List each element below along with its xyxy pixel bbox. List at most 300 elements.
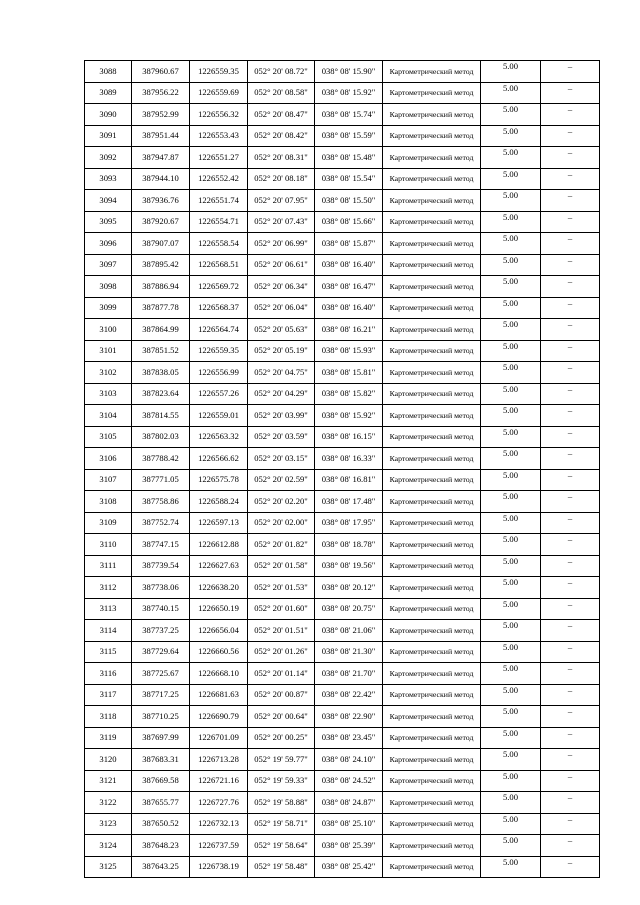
- method-cell: Картометрический метод: [383, 641, 481, 663]
- precision-cell: 5.00: [481, 405, 541, 427]
- point-number-cell: 3102: [85, 362, 132, 384]
- y-coordinate-cell: 1226559.35: [190, 340, 248, 362]
- longitude-cell: 038° 08' 25.42": [315, 856, 383, 878]
- method-cell: Картометрический метод: [383, 319, 481, 341]
- table-row: [85, 362, 600, 384]
- description-cell: –: [541, 835, 600, 857]
- latitude-cell: 052° 20' 08.42": [248, 125, 315, 147]
- precision-cell: 5.00: [481, 190, 541, 212]
- method-cell: Картометрический метод: [383, 577, 481, 599]
- longitude-cell: 038° 08' 22.90": [315, 706, 383, 728]
- precision-cell: 5.00: [481, 125, 541, 147]
- precision-cell: 5.00: [481, 620, 541, 642]
- longitude-cell: 038° 08' 15.54": [315, 168, 383, 190]
- method-cell: Картометрический метод: [383, 749, 481, 771]
- table-row: [85, 792, 600, 814]
- precision-cell: 5.00: [481, 340, 541, 362]
- x-coordinate-cell: 387683.31: [132, 749, 190, 771]
- table-row: [85, 770, 600, 792]
- point-number-cell: 3107: [85, 469, 132, 491]
- description-cell: –: [541, 147, 600, 169]
- y-coordinate-cell: 1226566.62: [190, 448, 248, 470]
- description-cell: –: [541, 749, 600, 771]
- latitude-cell: 052° 20' 02.00": [248, 512, 315, 534]
- table-row: [85, 168, 600, 190]
- method-cell: Картометрический метод: [383, 104, 481, 126]
- x-coordinate-cell: 387643.25: [132, 856, 190, 878]
- point-number-cell: 3121: [85, 770, 132, 792]
- precision-cell: 5.00: [481, 147, 541, 169]
- y-coordinate-cell: 1226569.72: [190, 276, 248, 298]
- x-coordinate-cell: 387951.44: [132, 125, 190, 147]
- precision-cell: 5.00: [481, 749, 541, 771]
- point-number-cell: 3120: [85, 749, 132, 771]
- description-cell: –: [541, 254, 600, 276]
- latitude-cell: 052° 20' 08.58": [248, 82, 315, 104]
- method-cell: Картометрический метод: [383, 792, 481, 814]
- table-row: [85, 405, 600, 427]
- description-cell: –: [541, 813, 600, 835]
- precision-cell: 5.00: [481, 362, 541, 384]
- y-coordinate-cell: 1226713.28: [190, 749, 248, 771]
- table-row: [85, 620, 600, 642]
- point-number-cell: 3097: [85, 254, 132, 276]
- y-coordinate-cell: 1226556.99: [190, 362, 248, 384]
- description-cell: –: [541, 856, 600, 878]
- point-number-cell: 3098: [85, 276, 132, 298]
- longitude-cell: 038° 08' 16.81": [315, 469, 383, 491]
- precision-cell: 5.00: [481, 684, 541, 706]
- latitude-cell: 052° 20' 07.95": [248, 190, 315, 212]
- point-number-cell: 3124: [85, 835, 132, 857]
- precision-cell: 5.00: [481, 61, 541, 83]
- table-row: [85, 82, 600, 104]
- y-coordinate-cell: 1226721.16: [190, 770, 248, 792]
- latitude-cell: 052° 20' 02.59": [248, 469, 315, 491]
- latitude-cell: 052° 19' 58.88": [248, 792, 315, 814]
- longitude-cell: 038° 08' 20.75": [315, 598, 383, 620]
- y-coordinate-cell: 1226727.76: [190, 792, 248, 814]
- longitude-cell: 038° 08' 15.66": [315, 211, 383, 233]
- table-row: [85, 147, 600, 169]
- y-coordinate-cell: 1226627.63: [190, 555, 248, 577]
- y-coordinate-cell: 1226568.51: [190, 254, 248, 276]
- y-coordinate-cell: 1226564.74: [190, 319, 248, 341]
- x-coordinate-cell: 387936.76: [132, 190, 190, 212]
- method-cell: Картометрический метод: [383, 684, 481, 706]
- method-cell: Картометрический метод: [383, 61, 481, 83]
- longitude-cell: 038° 08' 17.95": [315, 512, 383, 534]
- latitude-cell: 052° 20' 01.51": [248, 620, 315, 642]
- description-cell: –: [541, 211, 600, 233]
- y-coordinate-cell: 1226556.32: [190, 104, 248, 126]
- x-coordinate-cell: 387650.52: [132, 813, 190, 835]
- y-coordinate-cell: 1226597.13: [190, 512, 248, 534]
- description-cell: –: [541, 125, 600, 147]
- table-row: [85, 813, 600, 835]
- y-coordinate-cell: 1226668.10: [190, 663, 248, 685]
- longitude-cell: 038° 08' 15.82": [315, 383, 383, 405]
- latitude-cell: 052° 20' 01.58": [248, 555, 315, 577]
- point-number-cell: 3103: [85, 383, 132, 405]
- x-coordinate-cell: 387729.64: [132, 641, 190, 663]
- point-number-cell: 3094: [85, 190, 132, 212]
- longitude-cell: 038° 08' 22.42": [315, 684, 383, 706]
- precision-cell: 5.00: [481, 319, 541, 341]
- y-coordinate-cell: 1226588.24: [190, 491, 248, 513]
- x-coordinate-cell: 387771.05: [132, 469, 190, 491]
- longitude-cell: 038° 08' 15.90": [315, 61, 383, 83]
- method-cell: Картометрический метод: [383, 125, 481, 147]
- table-row: [85, 534, 600, 556]
- precision-cell: 5.00: [481, 577, 541, 599]
- precision-cell: 5.00: [481, 534, 541, 556]
- method-cell: Картометрический метод: [383, 856, 481, 878]
- point-number-cell: 3100: [85, 319, 132, 341]
- method-cell: Картометрический метод: [383, 211, 481, 233]
- description-cell: –: [541, 663, 600, 685]
- point-number-cell: 3113: [85, 598, 132, 620]
- precision-cell: 5.00: [481, 426, 541, 448]
- x-coordinate-cell: 387864.99: [132, 319, 190, 341]
- longitude-cell: 038° 08' 21.70": [315, 663, 383, 685]
- precision-cell: 5.00: [481, 469, 541, 491]
- point-number-cell: 3108: [85, 491, 132, 513]
- longitude-cell: 038° 08' 21.06": [315, 620, 383, 642]
- precision-cell: 5.00: [481, 211, 541, 233]
- description-cell: –: [541, 340, 600, 362]
- description-cell: –: [541, 512, 600, 534]
- latitude-cell: 052° 20' 04.29": [248, 383, 315, 405]
- table-row: [85, 706, 600, 728]
- description-cell: –: [541, 534, 600, 556]
- point-number-cell: 3111: [85, 555, 132, 577]
- method-cell: Картометрический метод: [383, 147, 481, 169]
- point-number-cell: 3099: [85, 297, 132, 319]
- method-cell: Картометрический метод: [383, 448, 481, 470]
- longitude-cell: 038° 08' 24.87": [315, 792, 383, 814]
- latitude-cell: 052° 20' 01.14": [248, 663, 315, 685]
- longitude-cell: 038° 08' 24.52": [315, 770, 383, 792]
- method-cell: Картометрический метод: [383, 405, 481, 427]
- description-cell: –: [541, 448, 600, 470]
- table-row: [85, 61, 600, 83]
- y-coordinate-cell: 1226660.56: [190, 641, 248, 663]
- latitude-cell: 052° 20' 07.43": [248, 211, 315, 233]
- table-body: [85, 61, 600, 878]
- longitude-cell: 038° 08' 15.50": [315, 190, 383, 212]
- latitude-cell: 052° 20' 00.25": [248, 727, 315, 749]
- y-coordinate-cell: 1226690.79: [190, 706, 248, 728]
- point-number-cell: 3106: [85, 448, 132, 470]
- point-number-cell: 3125: [85, 856, 132, 878]
- latitude-cell: 052° 20' 04.75": [248, 362, 315, 384]
- table-row: [85, 684, 600, 706]
- y-coordinate-cell: 1226552.42: [190, 168, 248, 190]
- longitude-cell: 038° 08' 15.92": [315, 82, 383, 104]
- table-row: [85, 319, 600, 341]
- latitude-cell: 052° 20' 06.99": [248, 233, 315, 255]
- point-number-cell: 3115: [85, 641, 132, 663]
- precision-cell: 5.00: [481, 491, 541, 513]
- method-cell: Картометрический метод: [383, 620, 481, 642]
- description-cell: –: [541, 190, 600, 212]
- method-cell: Картометрический метод: [383, 383, 481, 405]
- longitude-cell: 038° 08' 15.59": [315, 125, 383, 147]
- y-coordinate-cell: 1226638.20: [190, 577, 248, 599]
- precision-cell: 5.00: [481, 448, 541, 470]
- point-number-cell: 3123: [85, 813, 132, 835]
- x-coordinate-cell: 387747.15: [132, 534, 190, 556]
- x-coordinate-cell: 387907.07: [132, 233, 190, 255]
- x-coordinate-cell: 387717.25: [132, 684, 190, 706]
- longitude-cell: 038° 08' 15.81": [315, 362, 383, 384]
- method-cell: Картометрический метод: [383, 469, 481, 491]
- precision-cell: 5.00: [481, 792, 541, 814]
- method-cell: Картометрический метод: [383, 168, 481, 190]
- description-cell: –: [541, 577, 600, 599]
- description-cell: –: [541, 491, 600, 513]
- table-row: [85, 190, 600, 212]
- precision-cell: 5.00: [481, 254, 541, 276]
- precision-cell: 5.00: [481, 512, 541, 534]
- point-number-cell: 3112: [85, 577, 132, 599]
- precision-cell: 5.00: [481, 598, 541, 620]
- longitude-cell: 038° 08' 16.40": [315, 297, 383, 319]
- y-coordinate-cell: 1226701.09: [190, 727, 248, 749]
- description-cell: –: [541, 362, 600, 384]
- x-coordinate-cell: 387669.58: [132, 770, 190, 792]
- precision-cell: 5.00: [481, 555, 541, 577]
- x-coordinate-cell: 387758.86: [132, 491, 190, 513]
- description-cell: –: [541, 469, 600, 491]
- precision-cell: 5.00: [481, 104, 541, 126]
- method-cell: Картометрический метод: [383, 297, 481, 319]
- description-cell: –: [541, 684, 600, 706]
- description-cell: –: [541, 426, 600, 448]
- longitude-cell: 038° 08' 18.78": [315, 534, 383, 556]
- y-coordinate-cell: 1226568.37: [190, 297, 248, 319]
- table-row: [85, 663, 600, 685]
- description-cell: –: [541, 233, 600, 255]
- description-cell: –: [541, 61, 600, 83]
- description-cell: –: [541, 405, 600, 427]
- point-number-cell: 3091: [85, 125, 132, 147]
- x-coordinate-cell: 387788.42: [132, 448, 190, 470]
- table-row: [85, 297, 600, 319]
- table-row: [85, 104, 600, 126]
- latitude-cell: 052° 20' 01.82": [248, 534, 315, 556]
- x-coordinate-cell: 387740.15: [132, 598, 190, 620]
- latitude-cell: 052° 20' 05.63": [248, 319, 315, 341]
- x-coordinate-cell: 387895.42: [132, 254, 190, 276]
- table-row: [85, 233, 600, 255]
- table-row: [85, 125, 600, 147]
- method-cell: Картометрический метод: [383, 512, 481, 534]
- method-cell: Картометрический метод: [383, 813, 481, 835]
- precision-cell: 5.00: [481, 276, 541, 298]
- y-coordinate-cell: 1226738.19: [190, 856, 248, 878]
- latitude-cell: 052° 20' 05.19": [248, 340, 315, 362]
- x-coordinate-cell: 387947.87: [132, 147, 190, 169]
- y-coordinate-cell: 1226559.69: [190, 82, 248, 104]
- point-number-cell: 3122: [85, 792, 132, 814]
- method-cell: Картометрический метод: [383, 254, 481, 276]
- x-coordinate-cell: 387648.23: [132, 835, 190, 857]
- method-cell: Картометрический метод: [383, 706, 481, 728]
- y-coordinate-cell: 1226559.35: [190, 61, 248, 83]
- x-coordinate-cell: 387838.05: [132, 362, 190, 384]
- method-cell: Картометрический метод: [383, 663, 481, 685]
- description-cell: –: [541, 82, 600, 104]
- description-cell: –: [541, 598, 600, 620]
- x-coordinate-cell: 387920.67: [132, 211, 190, 233]
- table-row: [85, 211, 600, 233]
- latitude-cell: 052° 19' 59.33": [248, 770, 315, 792]
- description-cell: –: [541, 319, 600, 341]
- point-number-cell: 3114: [85, 620, 132, 642]
- y-coordinate-cell: 1226563.32: [190, 426, 248, 448]
- method-cell: Картометрический метод: [383, 555, 481, 577]
- precision-cell: 5.00: [481, 233, 541, 255]
- x-coordinate-cell: 387752.74: [132, 512, 190, 534]
- method-cell: Картометрический метод: [383, 835, 481, 857]
- point-number-cell: 3088: [85, 61, 132, 83]
- point-number-cell: 3109: [85, 512, 132, 534]
- point-number-cell: 3104: [85, 405, 132, 427]
- y-coordinate-cell: 1226553.43: [190, 125, 248, 147]
- x-coordinate-cell: 387851.52: [132, 340, 190, 362]
- point-number-cell: 3095: [85, 211, 132, 233]
- coordinates-table: [84, 60, 600, 878]
- method-cell: Картометрический метод: [383, 534, 481, 556]
- longitude-cell: 038° 08' 15.93": [315, 340, 383, 362]
- x-coordinate-cell: 387725.67: [132, 663, 190, 685]
- latitude-cell: 052° 20' 08.18": [248, 168, 315, 190]
- description-cell: –: [541, 792, 600, 814]
- x-coordinate-cell: 387802.03: [132, 426, 190, 448]
- description-cell: –: [541, 555, 600, 577]
- precision-cell: 5.00: [481, 856, 541, 878]
- longitude-cell: 038° 08' 21.30": [315, 641, 383, 663]
- latitude-cell: 052° 20' 06.04": [248, 297, 315, 319]
- point-number-cell: 3116: [85, 663, 132, 685]
- x-coordinate-cell: 387738.06: [132, 577, 190, 599]
- y-coordinate-cell: 1226612.88: [190, 534, 248, 556]
- precision-cell: 5.00: [481, 663, 541, 685]
- longitude-cell: 038° 08' 15.92": [315, 405, 383, 427]
- point-number-cell: 3118: [85, 706, 132, 728]
- table-row: [85, 426, 600, 448]
- method-cell: Картометрический метод: [383, 340, 481, 362]
- latitude-cell: 052° 20' 03.59": [248, 426, 315, 448]
- latitude-cell: 052° 20' 08.72": [248, 61, 315, 83]
- precision-cell: 5.00: [481, 297, 541, 319]
- longitude-cell: 038° 08' 25.39": [315, 835, 383, 857]
- table-row: [85, 555, 600, 577]
- y-coordinate-cell: 1226558.54: [190, 233, 248, 255]
- precision-cell: 5.00: [481, 727, 541, 749]
- longitude-cell: 038° 08' 17.48": [315, 491, 383, 513]
- table-row: [85, 641, 600, 663]
- latitude-cell: 052° 20' 08.47": [248, 104, 315, 126]
- longitude-cell: 038° 08' 15.74": [315, 104, 383, 126]
- point-number-cell: 3092: [85, 147, 132, 169]
- y-coordinate-cell: 1226656.04: [190, 620, 248, 642]
- table-row: [85, 276, 600, 298]
- point-number-cell: 3093: [85, 168, 132, 190]
- latitude-cell: 052° 19' 58.71": [248, 813, 315, 835]
- method-cell: Картометрический метод: [383, 82, 481, 104]
- longitude-cell: 038° 08' 25.10": [315, 813, 383, 835]
- precision-cell: 5.00: [481, 168, 541, 190]
- x-coordinate-cell: 387952.99: [132, 104, 190, 126]
- y-coordinate-cell: 1226551.74: [190, 190, 248, 212]
- x-coordinate-cell: 387823.64: [132, 383, 190, 405]
- y-coordinate-cell: 1226557.26: [190, 383, 248, 405]
- latitude-cell: 052° 20' 00.87": [248, 684, 315, 706]
- description-cell: –: [541, 383, 600, 405]
- precision-cell: 5.00: [481, 383, 541, 405]
- latitude-cell: 052° 20' 00.64": [248, 706, 315, 728]
- latitude-cell: 052° 20' 03.99": [248, 405, 315, 427]
- latitude-cell: 052° 20' 08.31": [248, 147, 315, 169]
- y-coordinate-cell: 1226559.01: [190, 405, 248, 427]
- description-cell: –: [541, 727, 600, 749]
- table-row: [85, 727, 600, 749]
- longitude-cell: 038° 08' 16.40": [315, 254, 383, 276]
- table-row: [85, 856, 600, 878]
- point-number-cell: 3096: [85, 233, 132, 255]
- table-row: [85, 383, 600, 405]
- method-cell: Картометрический метод: [383, 426, 481, 448]
- description-cell: –: [541, 276, 600, 298]
- table-row: [85, 340, 600, 362]
- description-cell: –: [541, 620, 600, 642]
- longitude-cell: 038° 08' 16.15": [315, 426, 383, 448]
- description-cell: –: [541, 297, 600, 319]
- x-coordinate-cell: 387710.25: [132, 706, 190, 728]
- description-cell: –: [541, 770, 600, 792]
- method-cell: Картометрический метод: [383, 233, 481, 255]
- method-cell: Картометрический метод: [383, 190, 481, 212]
- precision-cell: 5.00: [481, 770, 541, 792]
- x-coordinate-cell: 387944.10: [132, 168, 190, 190]
- longitude-cell: 038° 08' 15.48": [315, 147, 383, 169]
- table-row: [85, 491, 600, 513]
- x-coordinate-cell: 387960.67: [132, 61, 190, 83]
- point-number-cell: 3110: [85, 534, 132, 556]
- precision-cell: 5.00: [481, 82, 541, 104]
- description-cell: –: [541, 168, 600, 190]
- longitude-cell: 038° 08' 23.45": [315, 727, 383, 749]
- table-row: [85, 254, 600, 276]
- y-coordinate-cell: 1226681.63: [190, 684, 248, 706]
- method-cell: Картометрический метод: [383, 276, 481, 298]
- y-coordinate-cell: 1226575.78: [190, 469, 248, 491]
- table-row: [85, 577, 600, 599]
- table-row: [85, 598, 600, 620]
- latitude-cell: 052° 20' 02.20": [248, 491, 315, 513]
- latitude-cell: 052° 20' 06.61": [248, 254, 315, 276]
- longitude-cell: 038° 08' 24.10": [315, 749, 383, 771]
- latitude-cell: 052° 20' 01.60": [248, 598, 315, 620]
- point-number-cell: 3101: [85, 340, 132, 362]
- x-coordinate-cell: 387877.78: [132, 297, 190, 319]
- point-number-cell: 3089: [85, 82, 132, 104]
- longitude-cell: 038° 08' 16.47": [315, 276, 383, 298]
- x-coordinate-cell: 387886.94: [132, 276, 190, 298]
